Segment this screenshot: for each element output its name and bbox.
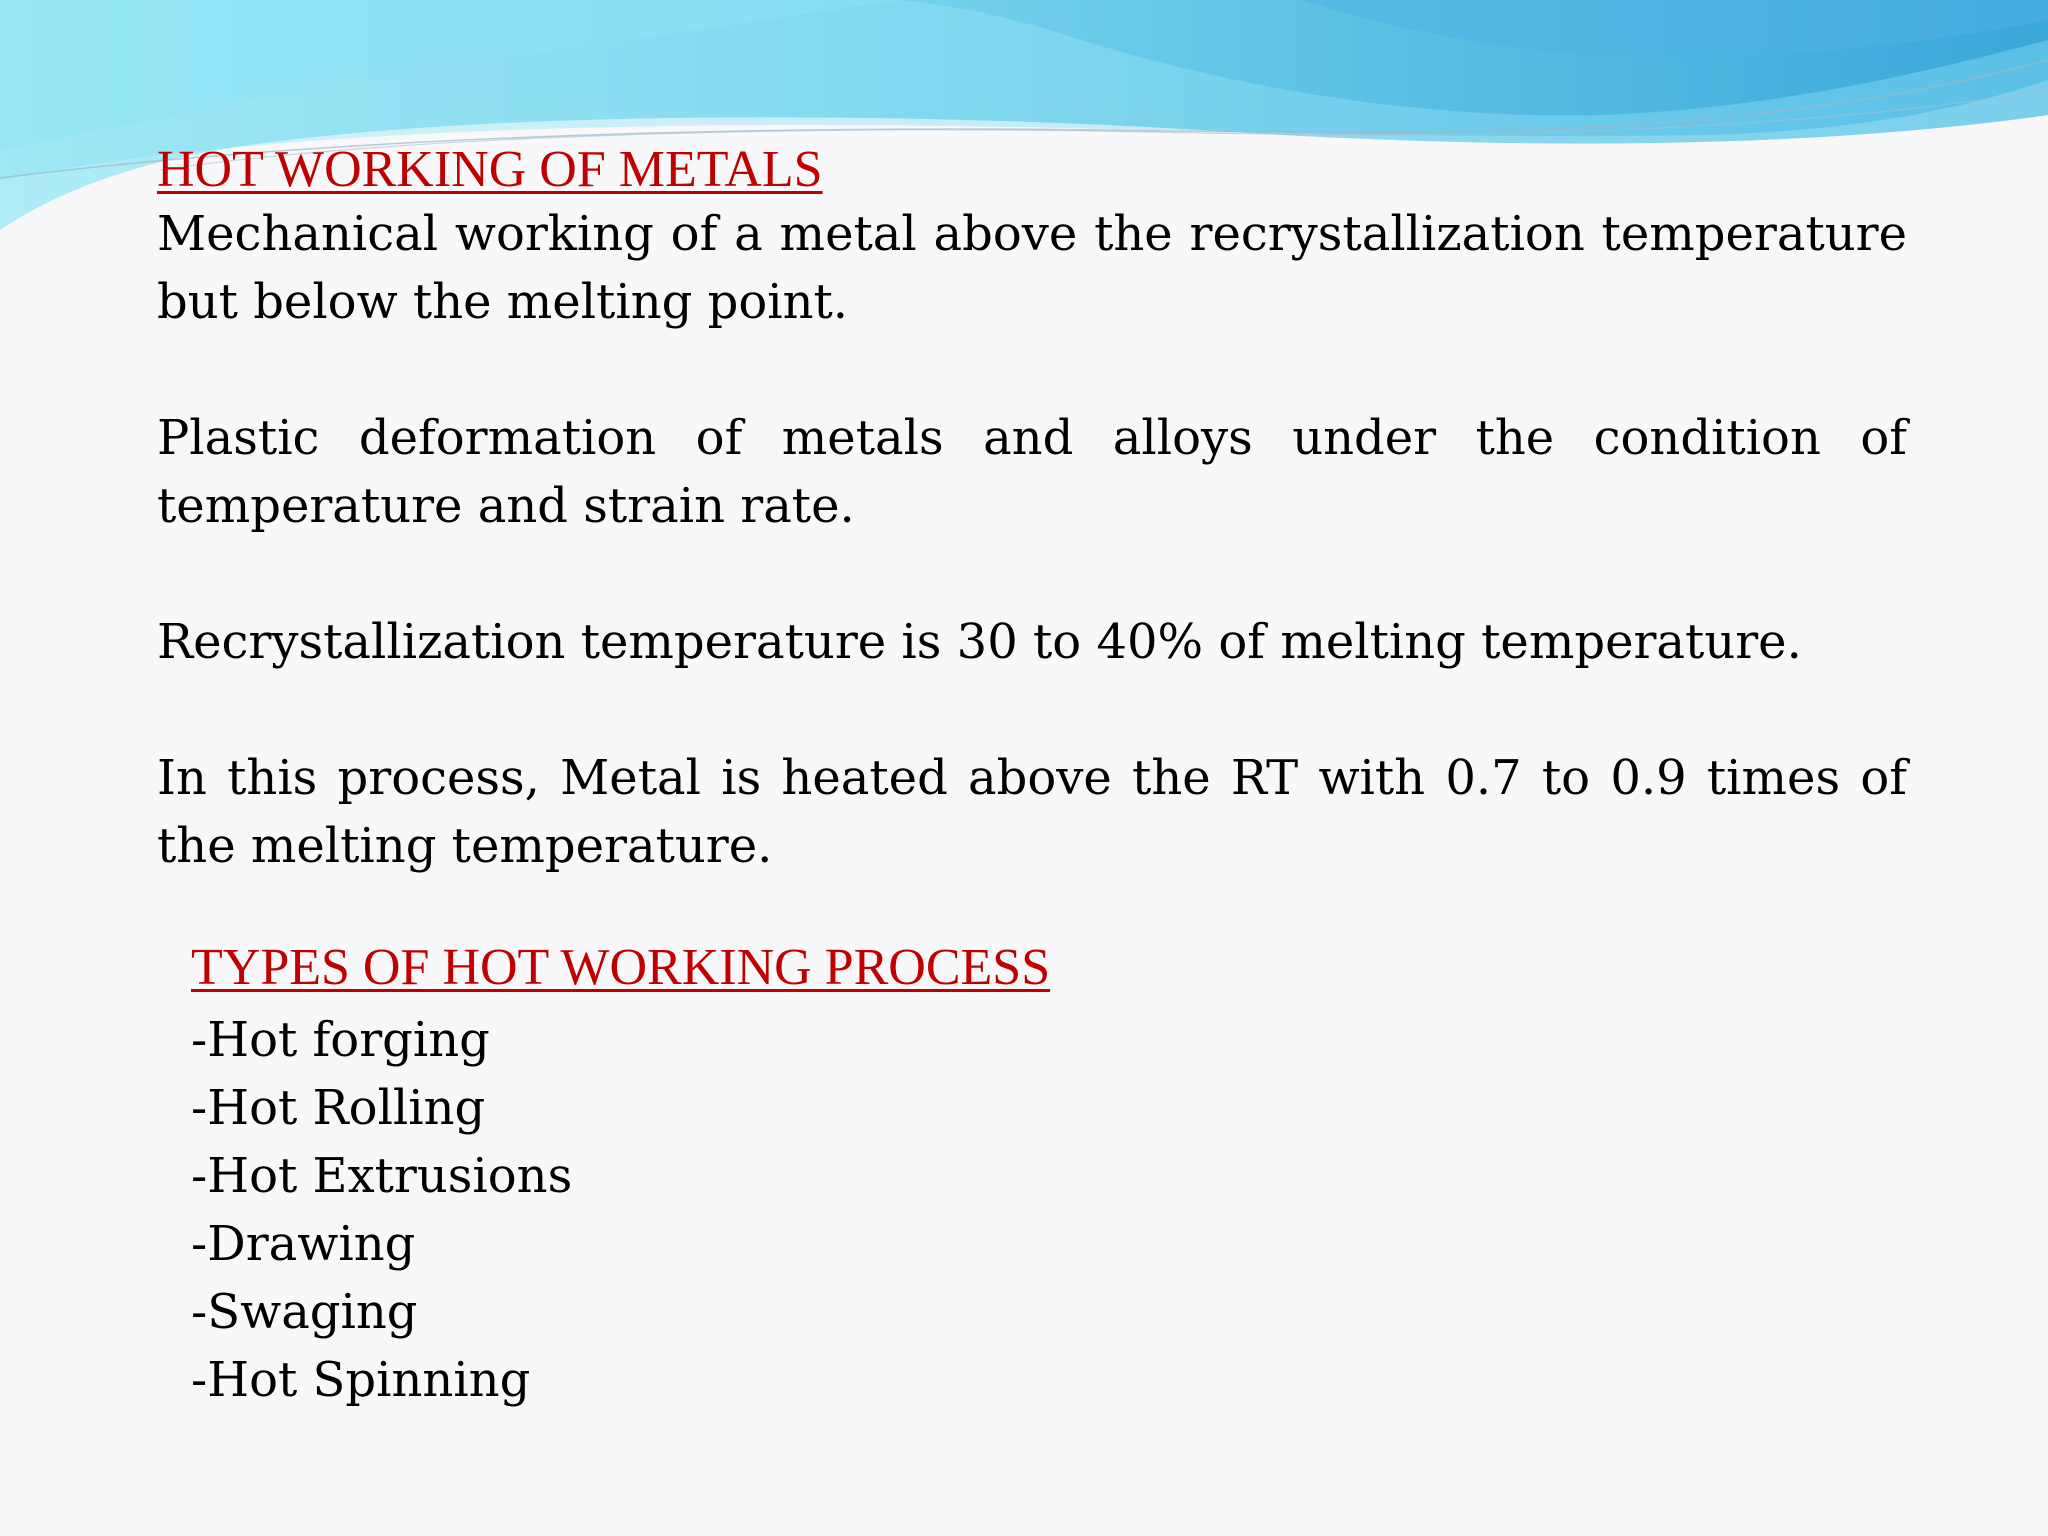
list-item-swaging: -Swaging: [191, 1284, 418, 1340]
list-item-hot-spinning: -Hot Spinning: [191, 1352, 531, 1408]
list-item-hot-extrusions: -Hot Extrusions: [191, 1148, 573, 1204]
types-heading: TYPES OF HOT WORKING PROCESS: [191, 939, 1051, 996]
main-content: [157, 140, 1907, 880]
list-item-drawing: -Drawing: [191, 1216, 416, 1272]
types-list: [191, 1006, 1050, 1414]
paragraph-plastic-deformation: Plastic deformation of metals and alloys under the condition of temperature and strain rate.: [157, 410, 1907, 534]
paragraph-definition: Mechanical working of a metal above the recrystallization temperature but below the melting point.: [157, 206, 1907, 330]
slide-title: HOT WORKING OF METALS: [157, 141, 823, 198]
paragraph-recrystallization: Recrystallization temperature is 30 to 40% of melting temperature.: [157, 614, 1802, 670]
list-item-hot-rolling: -Hot Rolling: [191, 1080, 486, 1136]
paragraph-process: In this process, Metal is heated above the RT with 0.7 to 0.9 times of the melting temperature.: [157, 750, 1907, 874]
list-item-hot-forging: -Hot forging: [191, 1012, 490, 1068]
types-section: [191, 938, 1050, 1414]
